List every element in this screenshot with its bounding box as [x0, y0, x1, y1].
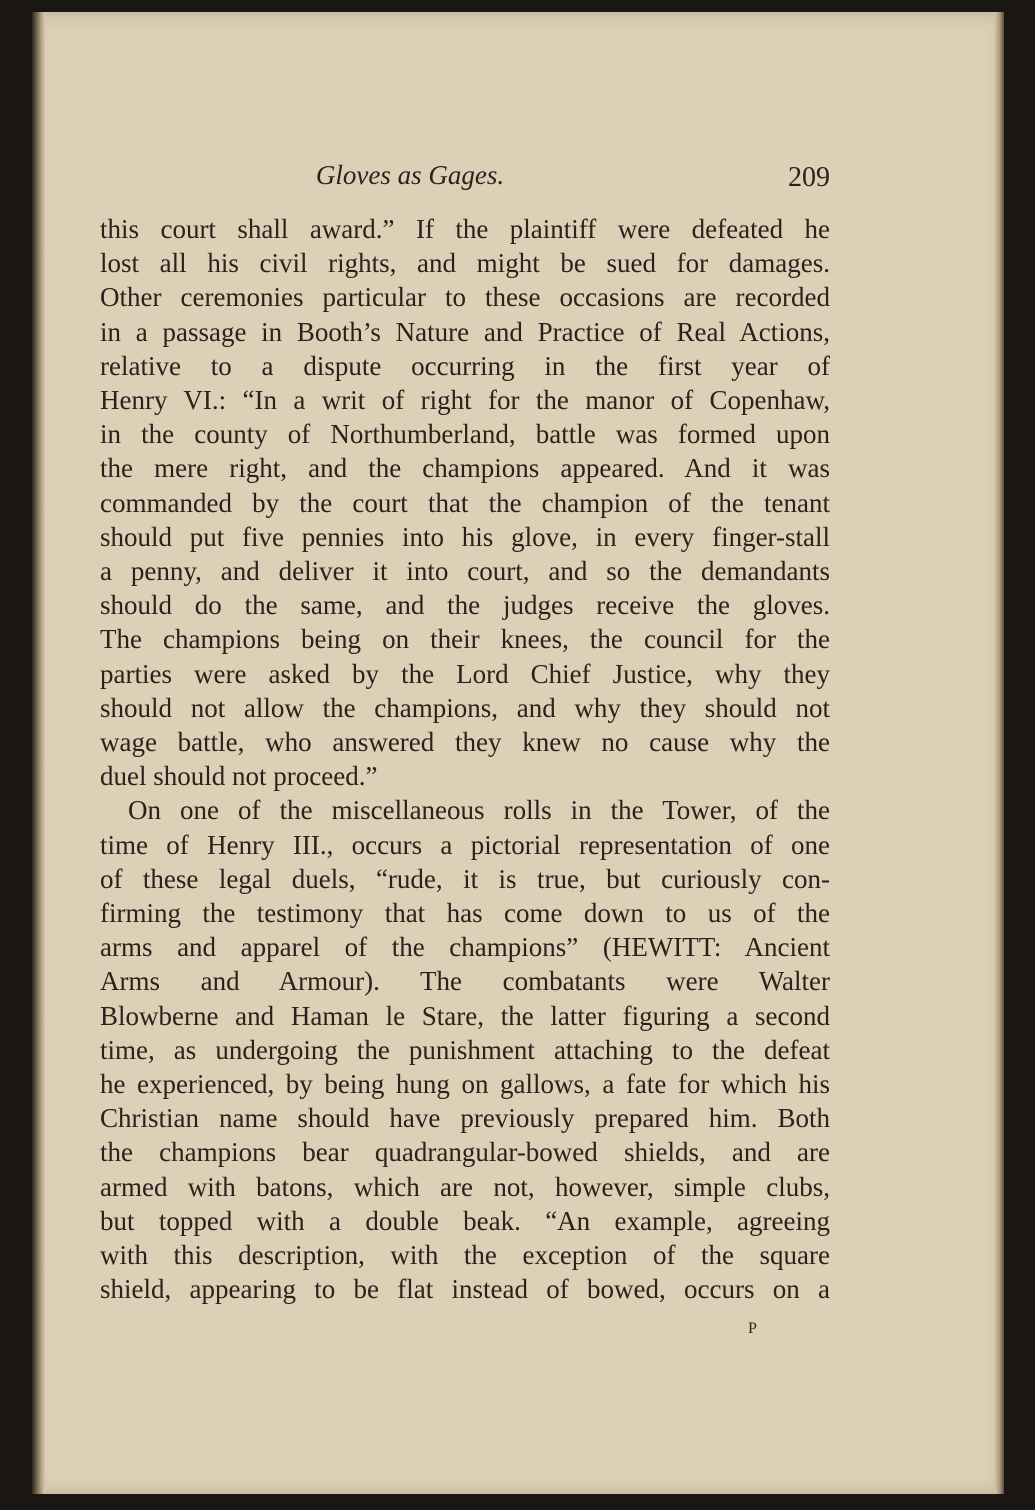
page-gutter-shadow [32, 12, 46, 1494]
text-line: should put five pennies into his glove, in every finger-stall [100, 521, 830, 552]
book-page [32, 12, 1004, 1494]
text-line: of these legal duels, “rude, it is true, but curiously con- [100, 863, 830, 894]
text-line: Henry VI.: “In a writ of right for the manor of Copenhaw, [100, 385, 830, 416]
text-line: armed with batons, which are not, however, simple clubs, [100, 1171, 830, 1202]
text-line: duel should not proceed.” [100, 761, 378, 792]
signature-mark: P [748, 1320, 758, 1337]
text-line: in a passage in Booth’s Nature and Practice of Real Actions, [100, 316, 830, 347]
text-line: parties were asked by the Lord Chief Justice, why they [100, 658, 830, 689]
text-line: Blowberne and Haman le Stare, the latter figuring a second [100, 1000, 830, 1031]
text-line: lost all his civil rights, and might be sued for damages. [100, 248, 830, 279]
text-line: firming the testimony that has come down to us of the [100, 898, 830, 929]
text-line: this court shall award.” If the plaintiff were defeated he [100, 214, 830, 244]
text-line: in the county of Northumberland, battle was formed upon [100, 419, 830, 450]
text-line: Christian name should have previously prepared him. Both [100, 1103, 830, 1134]
text-line: a penny, and deliver it into court, and so the demandants [100, 556, 830, 587]
body-text [100, 212, 830, 1307]
page-header [100, 160, 830, 200]
text-line: relative to a dispute occurring in the first year of [100, 350, 830, 381]
text-line: should do the same, and the judges receive the gloves. [100, 590, 830, 621]
text-line: time of Henry III., occurs a pictorial representation of one [100, 829, 830, 860]
text-line: On one of the miscellaneous rolls in the Tower, of the [128, 795, 830, 826]
text-line: time, as undergoing the punishment attaching to the defeat [100, 1034, 830, 1065]
text-line: the mere right, and the champions appeared. And it was [100, 453, 830, 484]
running-title: Gloves as Gages. [315, 160, 505, 190]
page-edge [994, 12, 1004, 1494]
text-line: The champions being on their knees, the council for the [100, 624, 830, 655]
text-line: should not allow the champions, and why they should not [100, 692, 830, 723]
page-number: 209 [788, 162, 830, 193]
text-line: with this description, with the exception of the square [100, 1240, 830, 1271]
text-line: shield, appearing to be flat instead of bowed, occurs on a [100, 1274, 830, 1305]
text-line: commanded by the court that the champion of the tenant [100, 487, 830, 518]
text-line: the champions bear quadrangular-bowed shields, and are [100, 1137, 830, 1168]
text-line: Arms and Armour). The combatants were Walter [100, 966, 830, 997]
text-line: arms and apparel of the champions” (HEWITT: Ancient [100, 932, 830, 963]
text-line: but topped with a double beak. “An example, agreeing [100, 1205, 830, 1236]
text-line: wage battle, who answered they knew no cause why the [100, 727, 830, 758]
text-line: he experienced, by being hung on gallows, a fate for which his [100, 1069, 830, 1100]
text-line: Other ceremonies particular to these occasions are recorded [100, 282, 830, 313]
